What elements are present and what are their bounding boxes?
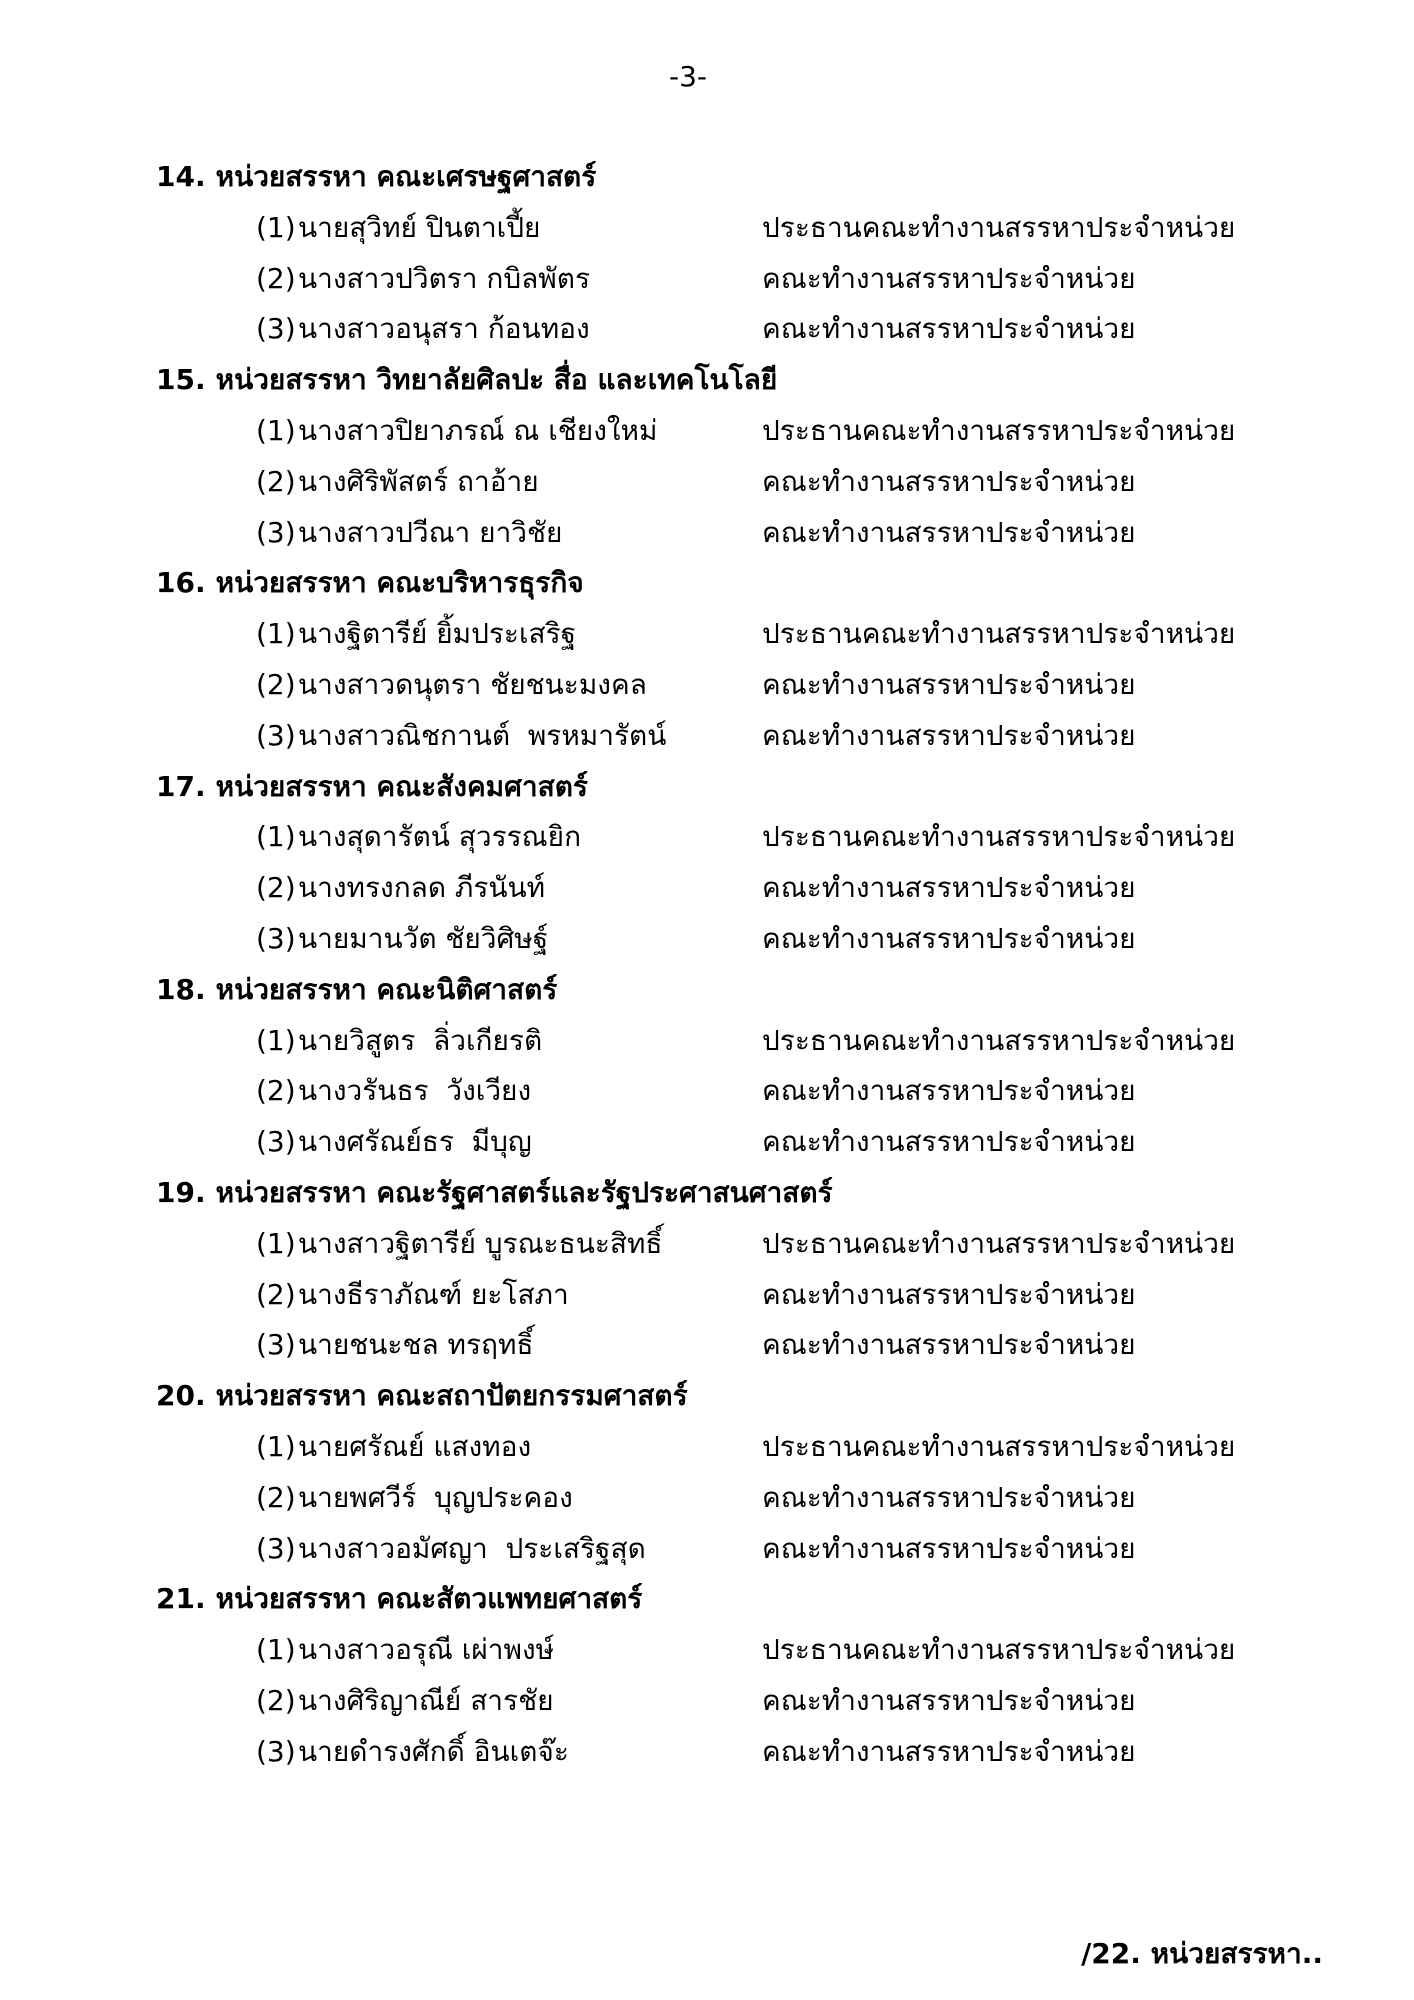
member-number: (2) (256, 667, 296, 701)
member-row (0, 711, 1414, 762)
section-20 (0, 1371, 1414, 1574)
member-number: (3) (256, 1531, 296, 1565)
member-name: นางสุดารัตน์ สุวรรณยิก (298, 820, 582, 854)
section-number: 17. (156, 769, 206, 803)
continuation-note: /22. หน่วยสรรหา.. (1081, 1937, 1323, 1970)
section-18 (0, 965, 1414, 1168)
member-name: นายชนะชล ทรฤทธิ์ (298, 1328, 534, 1362)
member-number: (3) (256, 1328, 296, 1362)
member-name: นายวิสูตร ลิ่วเกียรติ (298, 1023, 543, 1057)
member-role: คณะทำงานสรรหาประจำหน่วย (762, 515, 1136, 549)
section-heading (0, 965, 1414, 1016)
section-title: หน่วยสรรหา คณะสัตวแพทยศาสตร์ (215, 1582, 643, 1616)
section-21 (0, 1574, 1414, 1777)
member-name: นางสาวณิชกานต์ พรหมารัตน์ (298, 718, 667, 752)
member-role: คณะทำงานสรรหาประจำหน่วย (762, 261, 1136, 295)
member-row (0, 1320, 1414, 1371)
section-heading (0, 355, 1414, 406)
member-role: คณะทำงานสรรหาประจำหน่วย (762, 667, 1136, 701)
member-row (0, 1270, 1414, 1321)
member-role: ประธานคณะทำงานสรรหาประจำหน่วย (762, 1023, 1236, 1057)
section-number: 18. (156, 972, 206, 1006)
member-row (0, 1473, 1414, 1524)
member-number: (1) (256, 210, 296, 244)
member-name: นางสาวปวีณา ยาวิชัย (298, 515, 563, 549)
member-role: คณะทำงานสรรหาประจำหน่วย (762, 1074, 1136, 1108)
member-role: ประธานคณะทำงานสรรหาประจำหน่วย (762, 617, 1236, 651)
member-number: (2) (256, 1683, 296, 1717)
member-role: คณะทำงานสรรหาประจำหน่วย (762, 1328, 1136, 1362)
member-name: นางฐิตารีย์ ยิ้มประเสริฐ (298, 617, 577, 651)
member-role: คณะทำงานสรรหาประจำหน่วย (762, 718, 1136, 752)
member-role: คณะทำงานสรรหาประจำหน่วย (762, 464, 1136, 498)
member-number: (2) (256, 1074, 296, 1108)
member-name: นายพศวีร์ บุญประคอง (298, 1480, 573, 1514)
section-number: 19. (156, 1175, 206, 1209)
member-number: (1) (256, 617, 296, 651)
section-number: 14. (156, 160, 206, 193)
member-row (0, 1727, 1414, 1778)
member-number: (1) (256, 1633, 296, 1667)
member-role: คณะทำงานสรรหาประจำหน่วย (762, 312, 1136, 346)
section-heading (0, 1168, 1414, 1219)
member-row (0, 508, 1414, 559)
section-title: หน่วยสรรหา คณะนิติศาสตร์ (215, 972, 558, 1006)
member-role: คณะทำงานสรรหาประจำหน่วย (762, 1683, 1136, 1717)
committee-sections-list (0, 152, 1414, 1778)
member-role: ประธานคณะทำงานสรรหาประจำหน่วย (762, 1226, 1236, 1260)
member-role: คณะทำงานสรรหาประจำหน่วย (762, 1277, 1136, 1311)
member-row (0, 1219, 1414, 1270)
section-number: 16. (156, 566, 206, 600)
member-name: นายสุวิทย์ ปินตาเปี้ย (298, 210, 541, 244)
section-14 (0, 152, 1414, 355)
section-15 (0, 355, 1414, 558)
member-role: คณะทำงานสรรหาประจำหน่วย (762, 1125, 1136, 1159)
member-number: (2) (256, 1277, 296, 1311)
member-role: คณะทำงานสรรหาประจำหน่วย (762, 1531, 1136, 1565)
section-number: 20. (156, 1379, 206, 1413)
member-row (0, 1117, 1414, 1168)
member-role: คณะทำงานสรรหาประจำหน่วย (762, 1480, 1136, 1514)
member-number: (3) (256, 1734, 296, 1768)
member-row (0, 609, 1414, 660)
member-number: (1) (256, 1023, 296, 1057)
member-role: คณะทำงานสรรหาประจำหน่วย (762, 921, 1136, 955)
member-role: คณะทำงานสรรหาประจำหน่วย (762, 871, 1136, 905)
member-row (0, 1625, 1414, 1676)
member-row (0, 406, 1414, 457)
member-row (0, 1524, 1414, 1575)
member-number: (3) (256, 718, 296, 752)
section-title: หน่วยสรรหา คณะสถาปัตยกรรมศาสตร์ (215, 1379, 688, 1413)
section-title: หน่วยสรรหา คณะเศรษฐศาสตร์ (215, 160, 597, 193)
member-name: นางทรงกลด ภีรนันท์ (298, 871, 546, 905)
member-name: นายศรัณย์ แสงทอง (298, 1429, 532, 1463)
section-heading (0, 1371, 1414, 1422)
section-heading (0, 1574, 1414, 1625)
section-title: หน่วยสรรหา คณะบริหารธุรกิจ (215, 566, 584, 600)
section-heading (0, 152, 1414, 203)
member-name: นางสาวอรุณี เผ่าพงษ์ (298, 1633, 555, 1667)
member-role: ประธานคณะทำงานสรรหาประจำหน่วย (762, 413, 1236, 447)
member-number: (1) (256, 1226, 296, 1260)
member-row (0, 304, 1414, 355)
member-role: คณะทำงานสรรหาประจำหน่วย (762, 1734, 1136, 1768)
member-name: นางสาวฐิตารีย์ บูรณะธนะสิทธิ์ (298, 1226, 663, 1260)
member-name: นายมานวัต ชัยวิศิษฐ์ (298, 921, 549, 955)
member-name: นางศิริพัสตร์ ถาอ้าย (298, 464, 539, 498)
section-number: 21. (156, 1582, 206, 1616)
member-name: นางวรันธร วังเวียง (298, 1074, 532, 1108)
member-number: (2) (256, 261, 296, 295)
member-number: (1) (256, 1429, 296, 1463)
member-role: ประธานคณะทำงานสรรหาประจำหน่วย (762, 210, 1236, 244)
member-row (0, 1676, 1414, 1727)
member-number: (3) (256, 1125, 296, 1159)
member-number: (2) (256, 464, 296, 498)
member-name: นางสาวดนุตรา ชัยชนะมงคล (298, 667, 647, 701)
member-row (0, 812, 1414, 863)
member-role: ประธานคณะทำงานสรรหาประจำหน่วย (762, 820, 1236, 854)
member-row (0, 1016, 1414, 1067)
member-number: (2) (256, 871, 296, 905)
section-16 (0, 558, 1414, 761)
member-role: ประธานคณะทำงานสรรหาประจำหน่วย (762, 1429, 1236, 1463)
member-number: (2) (256, 1480, 296, 1514)
member-number: (3) (256, 312, 296, 346)
member-row (0, 203, 1414, 254)
member-name: นายดำรงศักดิ์ อินเตจ๊ะ (298, 1734, 569, 1768)
member-row (0, 660, 1414, 711)
member-row (0, 1422, 1414, 1473)
member-row (0, 457, 1414, 508)
member-number: (1) (256, 413, 296, 447)
member-row (0, 1066, 1414, 1117)
member-number: (1) (256, 820, 296, 854)
member-number: (3) (256, 515, 296, 549)
member-name: นางศิริญาณีย์ สารชัย (298, 1683, 554, 1717)
section-title: หน่วยสรรหา คณะรัฐศาสตร์และรัฐประศาสนศาสตร์ (215, 1175, 833, 1209)
member-row (0, 914, 1414, 965)
section-heading (0, 558, 1414, 609)
section-heading (0, 762, 1414, 813)
section-17 (0, 762, 1414, 965)
member-role: ประธานคณะทำงานสรรหาประจำหน่วย (762, 1633, 1236, 1667)
section-19 (0, 1168, 1414, 1371)
member-name: นางสาวปวิตรา กบิลพัตร (298, 261, 590, 295)
section-title: หน่วยสรรหา วิทยาลัยศิลปะ สื่อ และเทคโนโลยี (215, 363, 778, 397)
member-name: นางสาวอนุสรา ก้อนทอง (298, 312, 590, 346)
member-row (0, 863, 1414, 914)
member-name: นางศรัณย์ธร มีบุญ (298, 1125, 532, 1159)
member-name: นางสาวปิยาภรณ์ ณ เชียงใหม่ (298, 413, 658, 447)
section-number: 15. (156, 363, 206, 397)
section-title: หน่วยสรรหา คณะสังคมศาสตร์ (215, 769, 588, 803)
page-number: -3- (668, 60, 708, 93)
member-name: นางสาวอมัศญา ประเสริฐสุด (298, 1531, 646, 1565)
member-number: (3) (256, 921, 296, 955)
member-name: นางธีราภัณฑ์ ยะโสภา (298, 1277, 569, 1311)
member-row (0, 254, 1414, 305)
